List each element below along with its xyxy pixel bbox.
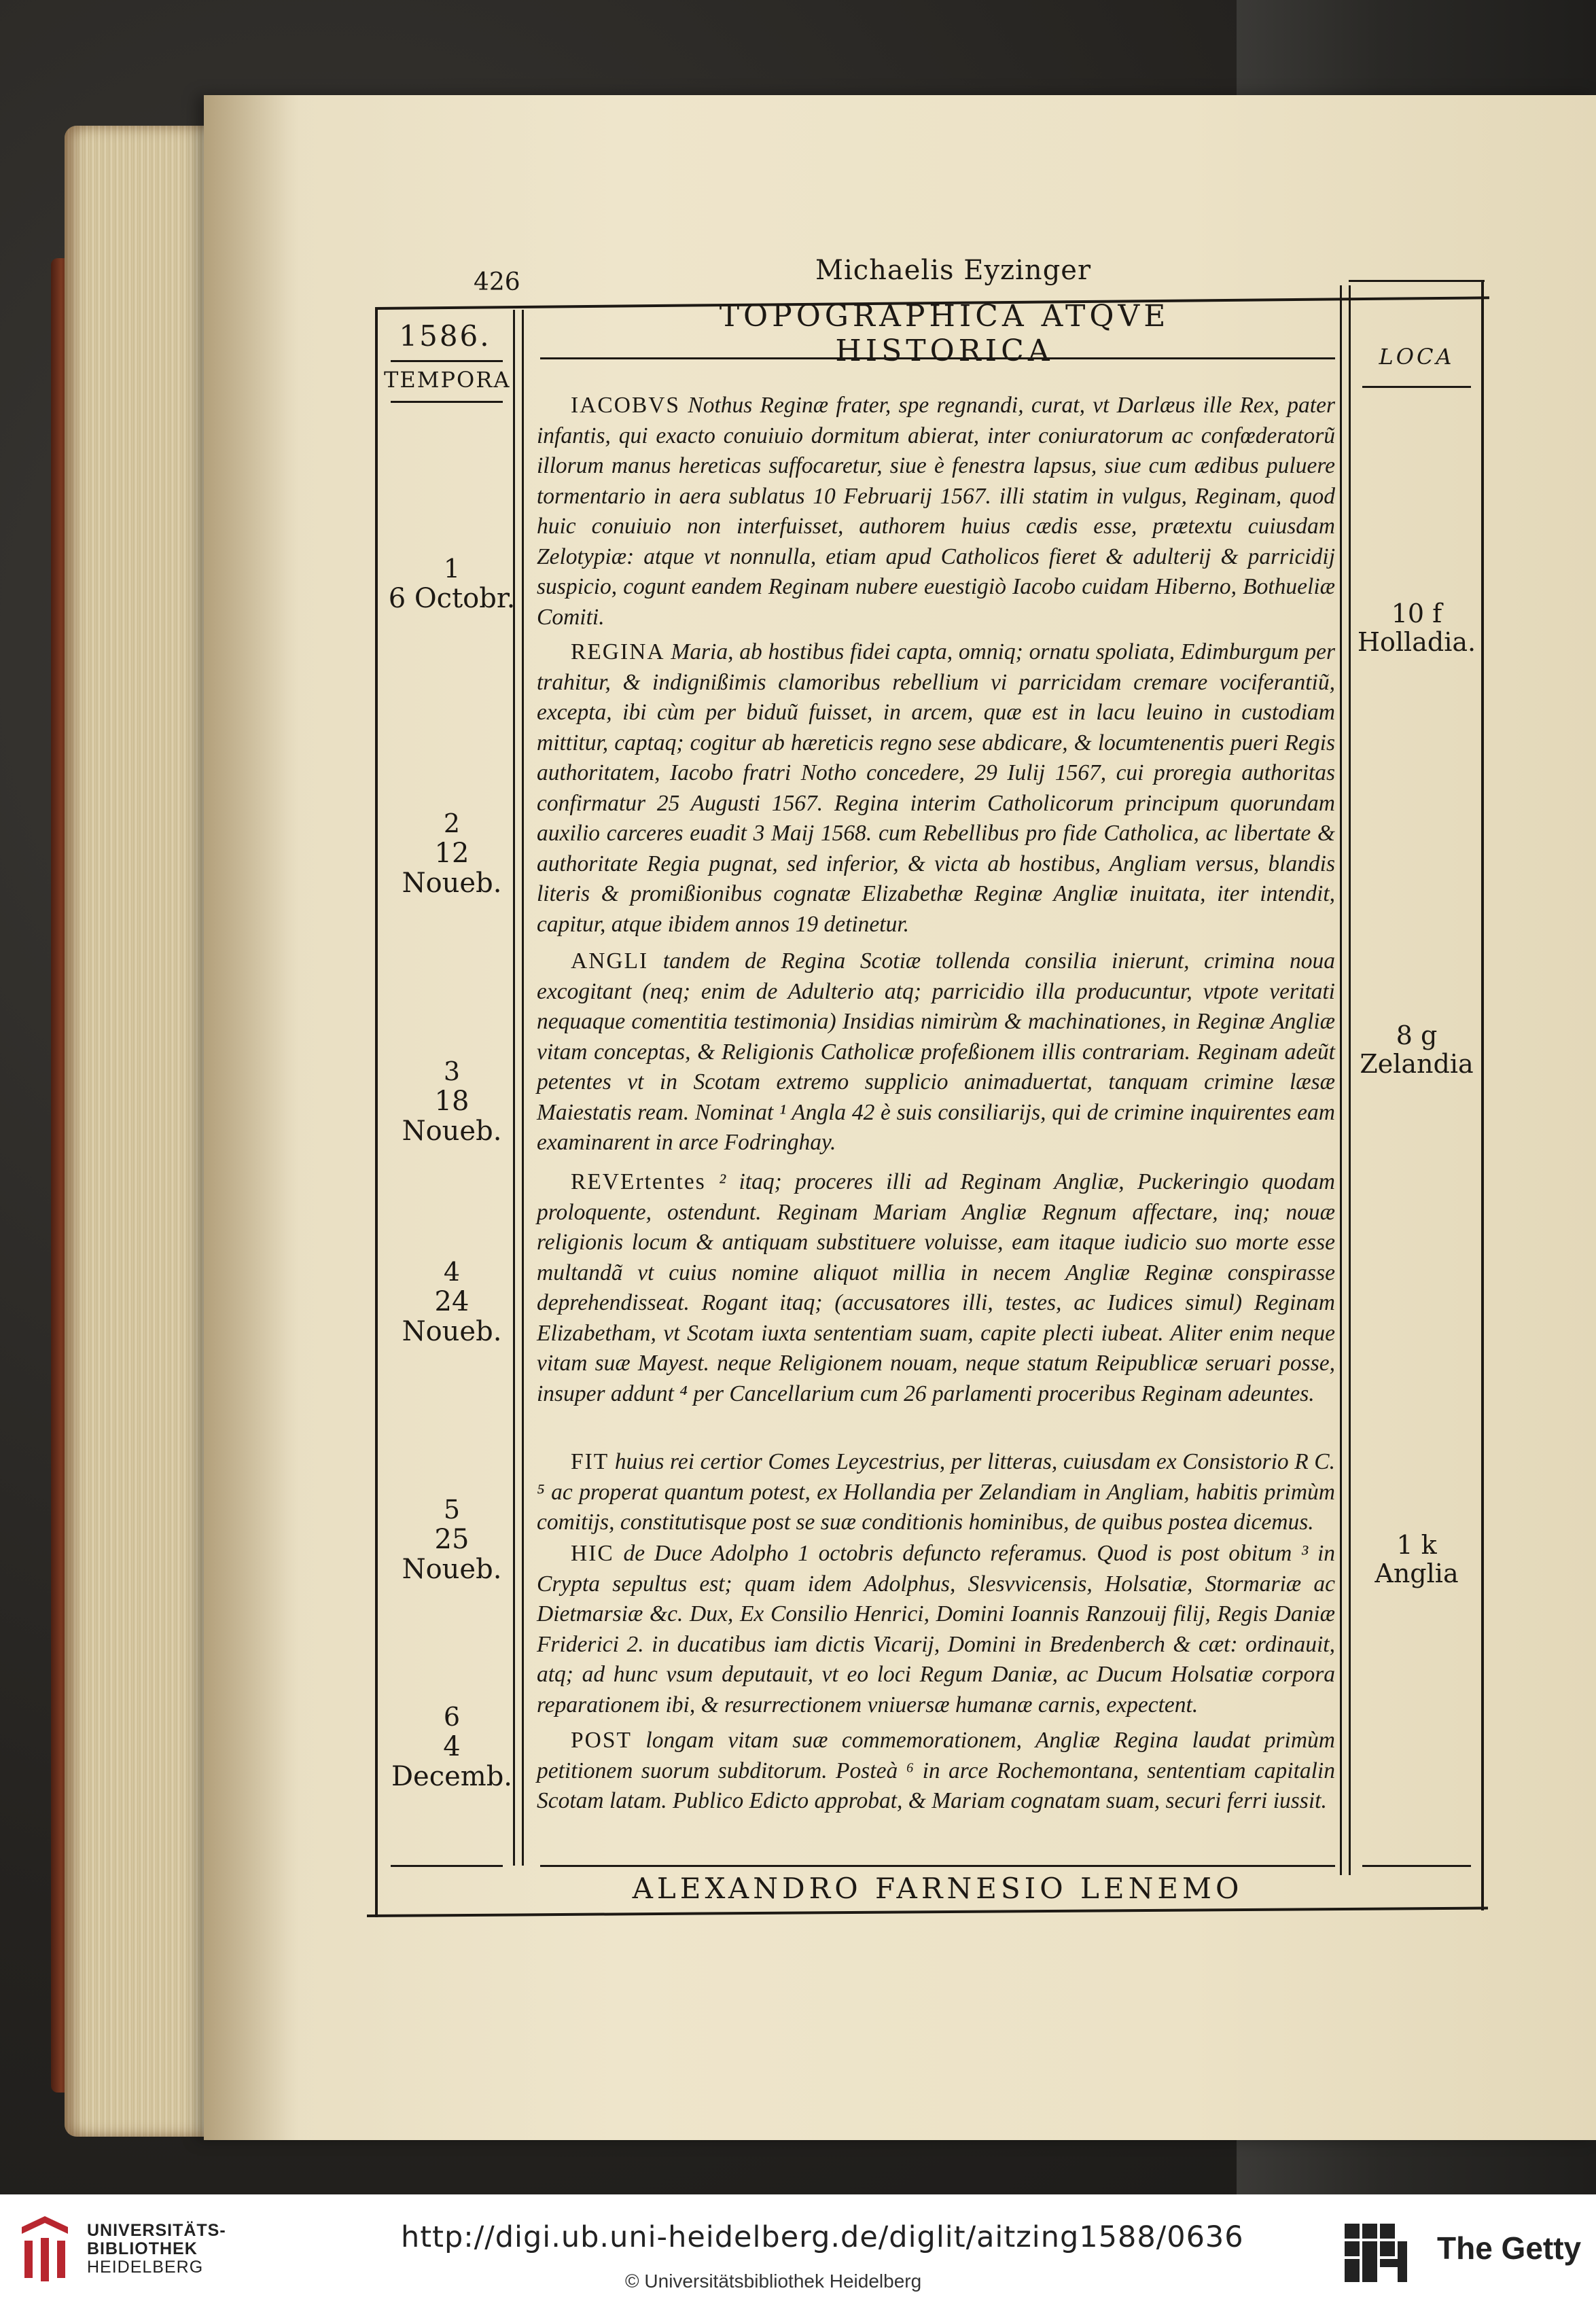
paragraph [537, 1726, 1335, 1817]
main-title: TOPOGRAPHICA ATQVE HISTORICA [719, 299, 1170, 368]
paragraph [537, 1539, 1335, 1720]
date-note-label: 12 Noueb. [402, 838, 502, 899]
paragraph [537, 391, 1335, 633]
loca-divider [1349, 285, 1351, 1875]
date-note-label: 25 Noueb. [402, 1524, 502, 1585]
paragraph-text: Maria, ab hostibus fidei capta, omniq; ornatu spoliata, Edimburgum per trahitur, & indignißimis clamoribus rebellium vi parricidam cremare vociferantiũ, excepta, ibi cùm per biduũ fuisset, in arcem, quæ est in lacu leuino in custodiam mittitur, captaq; cogitur ab hæreticis regno sese abdicare, & locumtenentis pueri Regis authoritatem, Iacobo fratri Notho concedere, 29 Iulij 1567, cui proregia authoritas confirmatur 25 Augusti 1567. Regina interim Catholicorum principum quorundam auxilio carceres euadit 3 Maij 1568. cum Rebellibus pro fide Catholica, ac libertate & authoritate Regia pugnat, sed inferior, & victa ab hostibus, Angliam versus, blandis literis & promißionibus cognatæ Elizabethæ Reginæ Angliæ inuitata, iter intendit, capitur, atque ibidem annos 19 detinetur. [537, 639, 1335, 937]
loca-mark: 1 k [1396, 1530, 1437, 1560]
loca-underline [1362, 386, 1471, 388]
paragraph-lead: REVErtentes [571, 1169, 706, 1194]
paragraph-text: huius rei certior Comes Leycestrius, per litteras, cuiusdam ex Consistorio R C. ⁵ ac properat quantum potest, ex Hollandia per Zelandiam in Angliam, habitis primùm comitijs, constitutisque post se suæ conditionis hominibus, de quibus postea dicemus. [537, 1449, 1336, 1535]
footer-overline [540, 1865, 1335, 1867]
paragraph-lead: REGINA [571, 639, 665, 664]
date-note [380, 808, 523, 898]
date-note-label: 6 Octobr. [388, 583, 516, 614]
paragraph-lead: ANGLI [571, 948, 649, 974]
paragraph [537, 1167, 1335, 1409]
date-note-label: 24 Noueb. [402, 1286, 502, 1347]
page-gutter-shadow [204, 95, 299, 2140]
library-name-line: BIBLIOTHEK [87, 2239, 198, 2258]
loca-place: Zelandia [1360, 1049, 1474, 1079]
date-note-number: 3 [443, 1056, 461, 1086]
date-note [380, 1056, 523, 1146]
date-note-label: 18 Noueb. [402, 1086, 502, 1147]
frame-left-rule [375, 307, 378, 1917]
date-note [380, 554, 523, 613]
paragraph-text: ² itaq; proceres illi ad Reginam Angliæ, Puckeringio quodam proloquente, ostendunt. Reginam Mariam Angliæ Regnum affectare, inq; nouæ religionis locum & antiquam substituere voluisse, eam itaque iudicio suo morte esse multandã vt cuius nomine aliquot millia in necem Angliæ Reginæ conspirasse deprehendisseat. Rogant itaq; (accusatores illi, testes, ac Iudices simul) Reginam Elizabetham, vt Scotam iuxta sententiam suam, capite plecti iubeat. Aliter enim neque vitam suæ Mayest. neque Religionem nouam, neque statum Reipublicæ seruari posse, insuper addunt ⁴ per Cancellarium cum 26 parlamenti proceribus Reginam adeuntes. [537, 1169, 1336, 1406]
date-note [380, 1702, 523, 1792]
paragraph-text: tandem de Regina Scotiæ tollenda consilia inierunt, crimina noua excogitant (neq; enim de Adulterio atq; parricidio illa producuntur, vtpote veritati nequaque comentitia testimonia) Insidias nimirùm & machinationes, in Reginæ Angliæ vitam conceptas, & Religionis Catholicæ profeßionem illis contrariam. Reginam adeũt petentes vt in Scotam extremo supplicio animaduertat, tanquam crimine læsæ Maiestatis ream. Nominat ¹ Angla 42 è suis consiliarijs, qui de crimine inquirentes eam examinarent in arce Fodringhay. [537, 948, 1336, 1155]
paragraph-text: longam vitam suæ commemorationem, Angliæ Regina laudat primùm petitionem suorum subditorum. Posteà ⁶ in arce Rochemontana, sententiam capitalin Scotam latam. Publico Edicto approbat, & Mariam cognatam suam, securi ferri iussit. [537, 1728, 1336, 1813]
loca-note [1349, 1531, 1485, 1588]
paragraph [537, 946, 1335, 1158]
loca-note [1349, 599, 1485, 656]
library-name-line: HEIDELBERG [87, 2258, 204, 2277]
text-right-divider [1340, 285, 1342, 1875]
page-edges [65, 126, 228, 2137]
paragraph-lead: HIC [571, 1541, 614, 1566]
date-note-number: 6 [443, 1702, 461, 1732]
paragraph-lead: IACOBVS [571, 393, 681, 418]
paragraph-lead: POST [571, 1728, 632, 1753]
library-name[interactable] [87, 2222, 226, 2277]
tempora-heading: TEMPORA [384, 367, 511, 393]
page-number: 426 [474, 268, 520, 296]
loca-place: Anglia [1375, 1559, 1459, 1588]
ub-heidelberg-logo-icon[interactable] [15, 2213, 75, 2288]
copyright-notice: © Universitätsbibliothek Heidelberg [625, 2271, 922, 2292]
catchword-title: ALEXANDRO FARNESIO LENEMO [632, 1872, 1243, 1905]
year-heading: 1586. [399, 319, 491, 353]
paragraph-text: Nothus Reginæ frater, spe regnandi, curat, vt Darlæus ille Rex, pater infantis, qui exacto conuiuio dormitum abierat, inter coniuratorum ac confœderatorũ illorum manus hereticas suffocaretur, siue è fenestra lapsus, siue cum ædibus puluere tormentario in aera sublatus 10 Februarij 1567. illi statim in vulgus, Reginam, quod huic conuiuio non interfuisset, authorem huius cædis esse, prætextu cuiusdam Zelotypiæ: atque vt nonnulla, etiam apud Catholicos fieret & adulterij & parricidij suspicio, cogunt eandem Reginam nubere euestigiò Iacobo cuidam Hiberno, Bothueliæ Comiti. [537, 393, 1336, 630]
frame-right-rule [1481, 280, 1484, 1910]
paragraph-text: de Duce Adolpho 1 octobris defuncto referamus. Quod is post obitum ³ in Crypta sepultus est; quam idem Adolphus, Slesvvicensis, Holsatiæ, Stormariæ ac Dietmarsiæ &c. Dux, Ex Consilio Henrici, Domini Ioannis Ranzouij filij, Regis Daniæ Friderici 2. in ducatibus iam dictis Vicarij, Domini in Bredenberch & cæt: ordinauit, atq; ad hunc vsum deputauit, vt eo loci Regum Daniæ, ac Ducum Holsatiæ corpora reparationem ibi, & resurrectionem vniuersæ humanæ carnis, expectent. [537, 1541, 1336, 1717]
tempora-underline [391, 360, 503, 362]
date-note [380, 1257, 523, 1347]
date-note [380, 1495, 523, 1584]
frame-top-rule-right [1349, 280, 1485, 282]
paragraph [537, 1447, 1335, 1538]
library-name-line: UNIVERSITÄTS- [87, 2221, 226, 2240]
getty-name[interactable]: The Getty [1437, 2230, 1582, 2266]
loca-heading: LOCA [1379, 344, 1455, 370]
tempora-footer-rule [391, 1865, 503, 1867]
date-note-label: 4 Decemb. [391, 1731, 513, 1792]
tempora-underline-2 [391, 401, 503, 403]
getty-logo-icon[interactable] [1342, 2218, 1417, 2293]
loca-mark: 8 g [1396, 1020, 1438, 1050]
running-head: Michaelis Eyzinger [815, 255, 1092, 286]
loca-mark: 10 f [1391, 599, 1442, 628]
date-note-number: 5 [443, 1495, 461, 1525]
loca-footer-rule [1362, 1865, 1471, 1867]
loca-note [1349, 1021, 1485, 1078]
permalink-url[interactable]: http://digi.ub.uni-heidelberg.de/diglit/aitzing1588/0636 [401, 2220, 1244, 2254]
loca-place: Holladia. [1357, 627, 1476, 657]
date-note-number: 1 [443, 554, 461, 584]
date-note-number: 4 [443, 1257, 461, 1287]
paragraph [537, 637, 1335, 940]
paragraph-lead: FIT [571, 1449, 609, 1474]
date-note-number: 2 [443, 808, 461, 838]
